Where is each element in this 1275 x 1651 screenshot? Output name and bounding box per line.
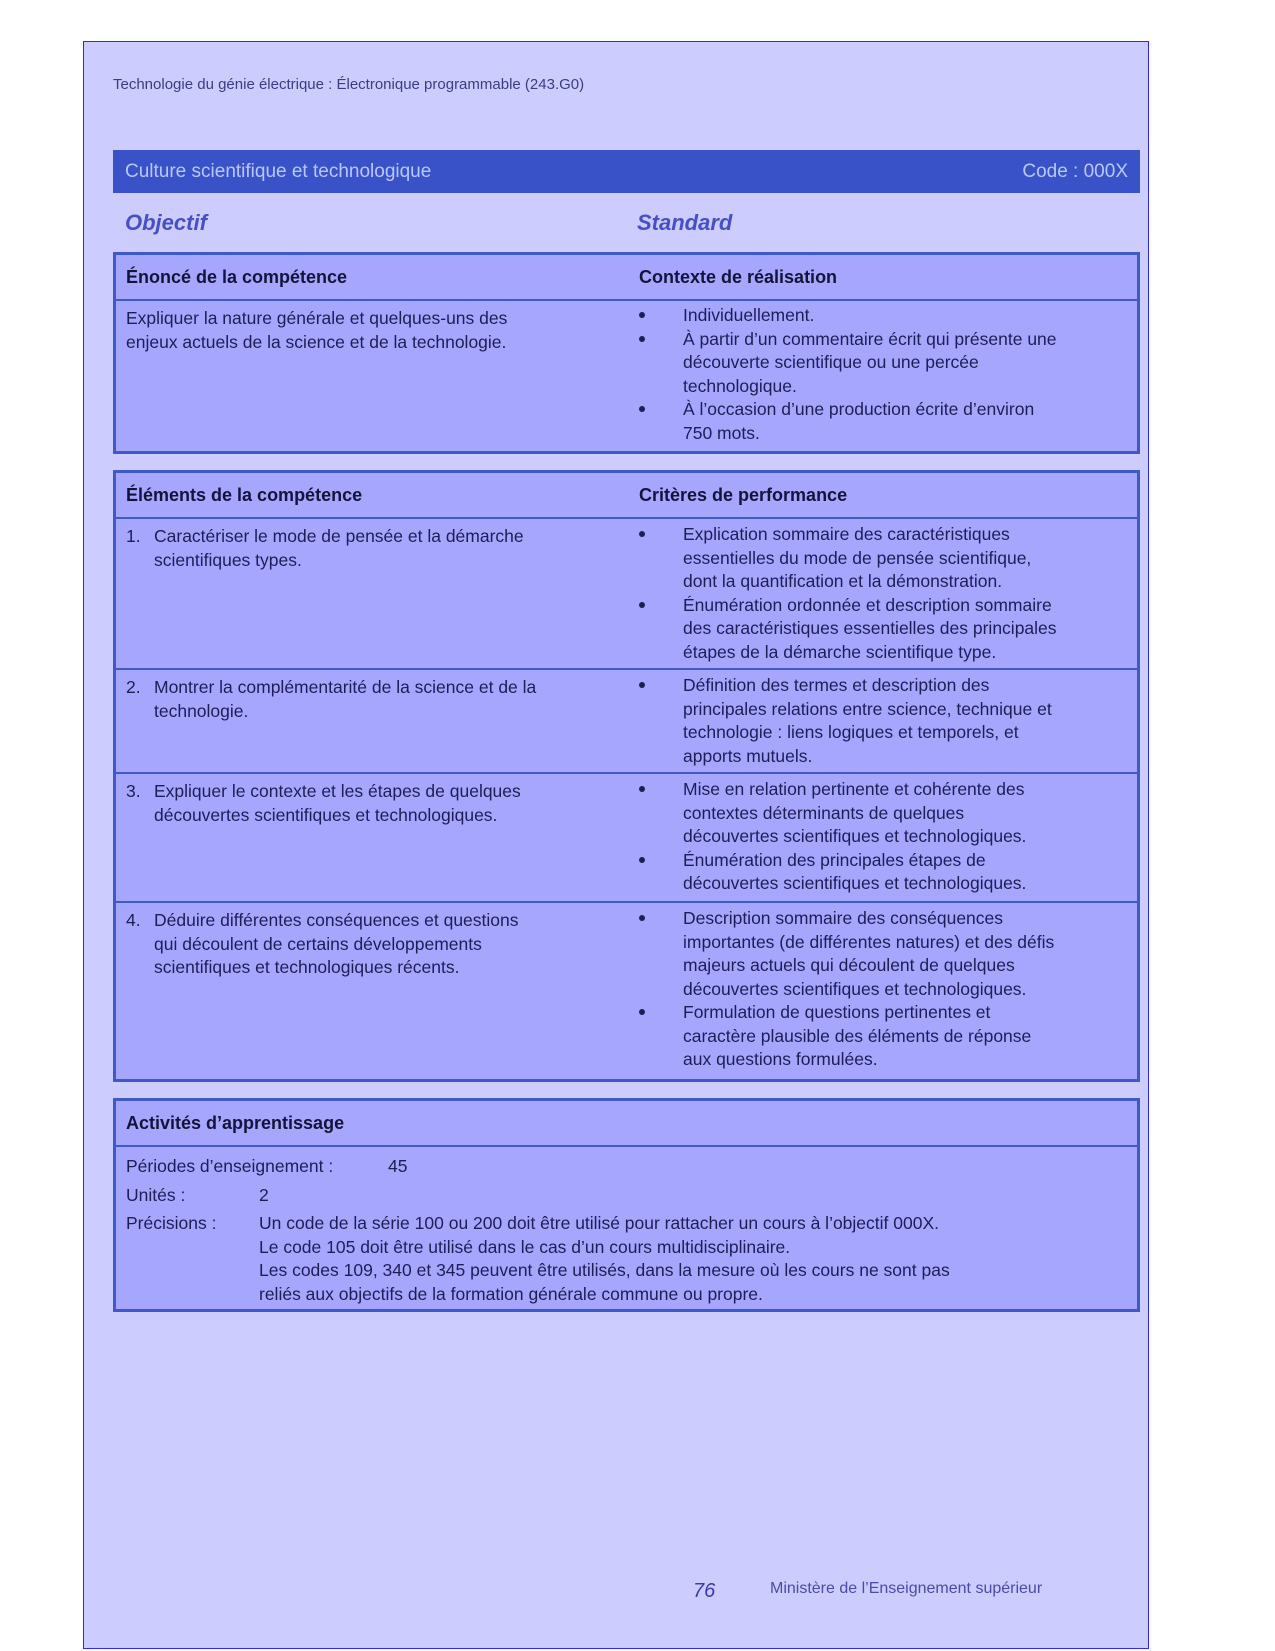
context-item: À l’occasion d’une production écrite d’environ 750 mots. (639, 398, 1129, 445)
competence-box (113, 252, 1140, 454)
criterion-item: Définition des termes et description des principales relations entre science, technique et technologie : liens logiques et temporels, et apports mutuels. (639, 674, 1129, 768)
element-row (116, 901, 1137, 1081)
context-list (639, 304, 1129, 445)
objective-standard-header (125, 210, 1125, 236)
competence-statement (126, 307, 596, 354)
competence-heading: Énoncé de la compétence (126, 267, 348, 287)
bullet-icon (639, 857, 645, 863)
precision-line: Le code 105 doit être utilisé dans le cas d’un cours multidisciplinaire. (259, 1236, 791, 1257)
criterion-item: Formulation de questions pertinentes et caractère plausible des éléments de réponse aux questions formulées. (639, 1001, 1129, 1072)
bullet-icon (639, 1009, 645, 1015)
criterion-item: Mise en relation pertinente et cohérente des contextes déterminants de quelques découvertes scientifiques et technologiques. (639, 778, 1129, 849)
context-item: À partir d’un commentaire écrit qui présente une découverte scientifique ou une percée technologique. (639, 328, 1129, 399)
criterion-item: Explication sommaire des caractéristiques essentielles du mode de pensée scientifique, dont la quantification et la démonstration. (639, 523, 1129, 594)
criteria-list (639, 674, 1129, 768)
criterion-item: Description sommaire des conséquences importantes (de différentes natures) et des défis majeurs actuels qui découlent de quelques découvertes scientifiques et technologiques. (639, 907, 1129, 1001)
element-text: 4. Déduire différentes conséquences et questions qui découlent de certains développements scientifiques et technologiques récents. (126, 910, 519, 977)
precisions-text (259, 1212, 950, 1306)
banner-code: Code : 000X (1022, 160, 1128, 182)
elements-heading: Éléments de la compétence (126, 485, 363, 505)
bullet-icon (639, 406, 645, 412)
bullet-icon (639, 682, 645, 688)
bullet-icon (639, 312, 645, 318)
precision-line: Les codes 109, 340 et 345 peuvent être utilisés, dans la mesure où les cours ne sont pas (259, 1260, 950, 1280)
bullet-icon (639, 786, 645, 792)
bullet-icon (639, 602, 645, 608)
criteria-list (639, 523, 1129, 664)
element-text: 2. Montrer la complémentarité de la science et de la technologie. (126, 677, 537, 721)
statement-line: Expliquer la nature générale et quelques-uns des (126, 308, 508, 328)
precision-line: Un code de la série 100 ou 200 doit être utilisé pour rattacher un cours à l’objectif 000X. (259, 1213, 939, 1233)
statement-line: enjeux actuels de la science et de la technologie. (126, 331, 507, 352)
bullet-icon (639, 336, 645, 342)
course-banner (113, 150, 1140, 193)
units-value: 2 (259, 1185, 269, 1205)
bullet-icon (639, 915, 645, 921)
context-item: Individuellement. (639, 304, 1129, 328)
periods-label: Périodes d’enseignement : (126, 1156, 334, 1176)
competence-row (116, 301, 1137, 451)
elements-box-header (116, 473, 1137, 519)
element-text: 1. Caractériser le mode de pensée et la démarche scientifiques types. (126, 526, 524, 570)
activities-box-header (116, 1101, 1137, 1147)
precision-line: reliés aux objectifs de la formation générale commune ou propre. (259, 1283, 763, 1304)
program-title: Technologie du génie électrique : Électronique programmable (243.G0) (113, 76, 585, 93)
criteria-heading: Critères de performance (639, 485, 848, 505)
criterion-item: Énumération des principales étapes de découvertes scientifiques et technologiques. (639, 849, 1129, 896)
criterion-item: Énumération ordonnée et description sommaire des caractéristiques essentielles des principales étapes de la démarche scientifique type. (639, 594, 1129, 665)
precisions-label: Précisions : (126, 1213, 217, 1233)
page-number: 76 (693, 1580, 716, 1602)
activities-heading: Activités d’apprentissage (126, 1113, 345, 1133)
criteria-list (639, 907, 1129, 1072)
element-row (116, 772, 1137, 901)
units-label: Unités : (126, 1185, 186, 1205)
element-row (116, 668, 1137, 772)
criteria-list (639, 778, 1129, 896)
periods-value: 45 (388, 1156, 408, 1176)
activities-box (113, 1098, 1140, 1312)
banner-title: Culture scientifique et technologique (125, 160, 432, 182)
standard-label: Standard (637, 210, 733, 235)
objectif-label: Objectif (125, 210, 207, 235)
competence-box-header (116, 255, 1137, 301)
elements-box (113, 470, 1140, 1082)
context-heading: Contexte de réalisation (639, 267, 838, 287)
element-text: 3. Expliquer le contexte et les étapes de quelques découvertes scientifiques et technologiques. (126, 781, 521, 825)
element-row (116, 519, 1137, 668)
ministry-name: Ministère de l’Enseignement supérieur (770, 1580, 1043, 1597)
bullet-icon (639, 531, 645, 537)
